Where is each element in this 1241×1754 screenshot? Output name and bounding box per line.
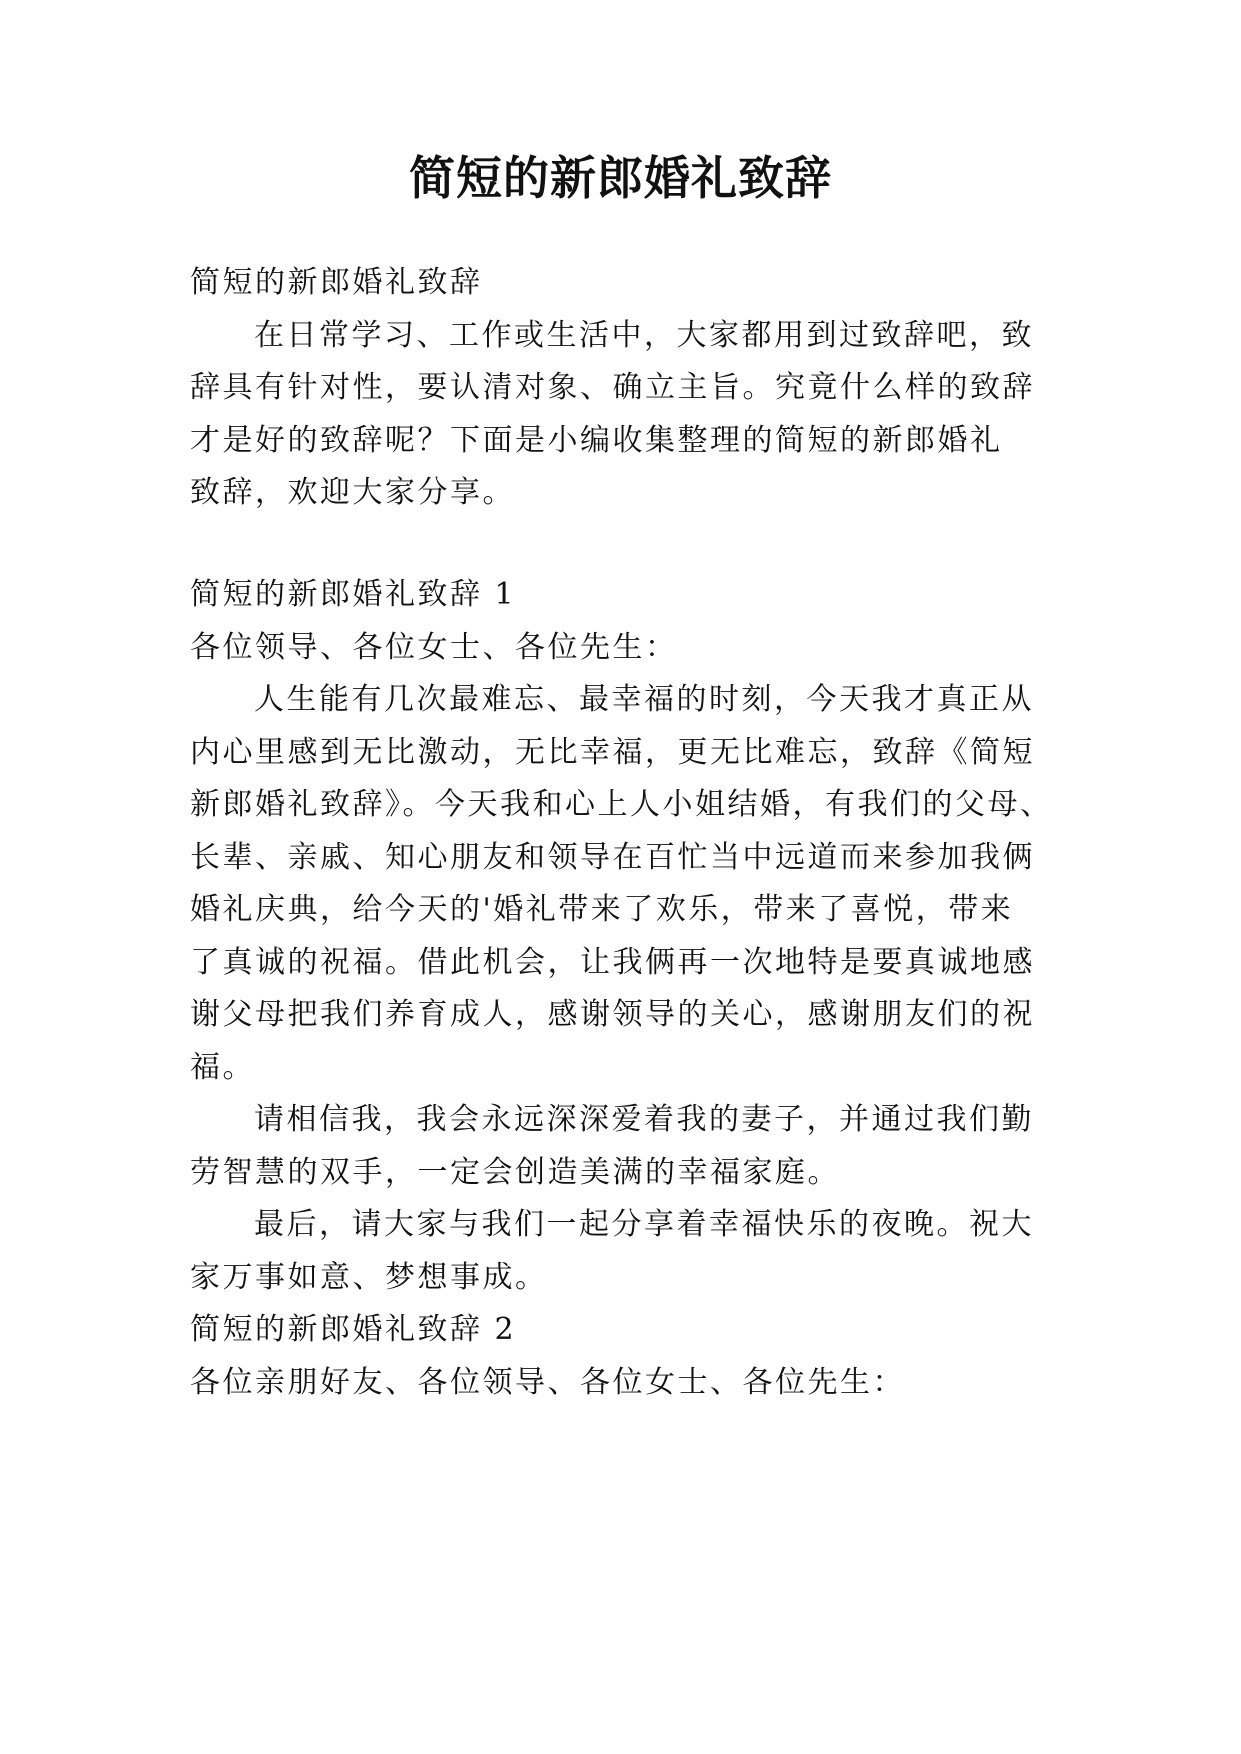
section-1-heading: 简短的新郎婚礼致辞 1: [190, 577, 517, 612]
section-2-salutation: 各位亲朋好友、各位领导、各位女士、各位先生：: [190, 1364, 905, 1400]
document-title: 简短的新郎婚礼致辞: [409, 151, 832, 205]
intro-line-3: 才是好的致辞呢？下面是小编收集整理的简短的新郎婚礼: [190, 422, 1003, 458]
paragraph-line: 家万事如意、梦想事成。: [190, 1259, 548, 1295]
paragraph-line: 内心里感到无比激动，无比幸福，更无比难忘，致辞《简短: [190, 734, 1035, 770]
section-1-salutation: 各位领导、各位女士、各位先生：: [190, 629, 678, 665]
paragraph-line: 新郎婚礼致辞》。今天我和心上人小姐结婚，有我们的父母、: [190, 787, 1053, 822]
intro-line-2: 辞具有针对性，要认清对象、确立主旨。究竟什么样的致辞: [190, 370, 1035, 405]
intro-line-1: 在日常学习、工作或生活中，大家都用到过致辞吧，致: [254, 317, 1034, 353]
intro-line-4: 致辞，欢迎大家分享。: [190, 475, 515, 510]
paragraph-line: 长辈、亲戚、知心朋友和领导在百忙当中远道而来参加我俩: [190, 839, 1035, 875]
intro-block: [190, 257, 1050, 520]
paragraph-line: 劳智慧的双手，一定会创造美满的幸福家庭。: [190, 1154, 840, 1190]
section-1: [190, 569, 1053, 1409]
paragraph-line: 最后，请大家与我们一起分享着幸福快乐的夜晚。祝大: [254, 1207, 1034, 1242]
paragraph-line: 人生能有几次最难忘、最幸福的时刻，今天我才真正从: [254, 682, 1034, 717]
section-2-heading: 简短的新郎婚礼致辞 2: [190, 1312, 517, 1347]
document-subtitle: 简短的新郎婚礼致辞: [190, 265, 483, 300]
paragraph-line: 谢父母把我们养育成人，感谢领导的关心，感谢朋友们的祝: [190, 997, 1035, 1032]
paragraph-line: 了真诚的祝福。借此机会，让我俩再一次地特是要真诚地感: [190, 944, 1035, 980]
paragraph-line: 请相信我，我会永远深深爱着我的妻子，并通过我们勤: [254, 1102, 1034, 1137]
paragraph-line: 福。: [190, 1049, 255, 1085]
paragraph-line: 婚礼庆典，给今天的'婚礼带来了欢乐，带来了喜悦，带来: [190, 892, 1014, 927]
